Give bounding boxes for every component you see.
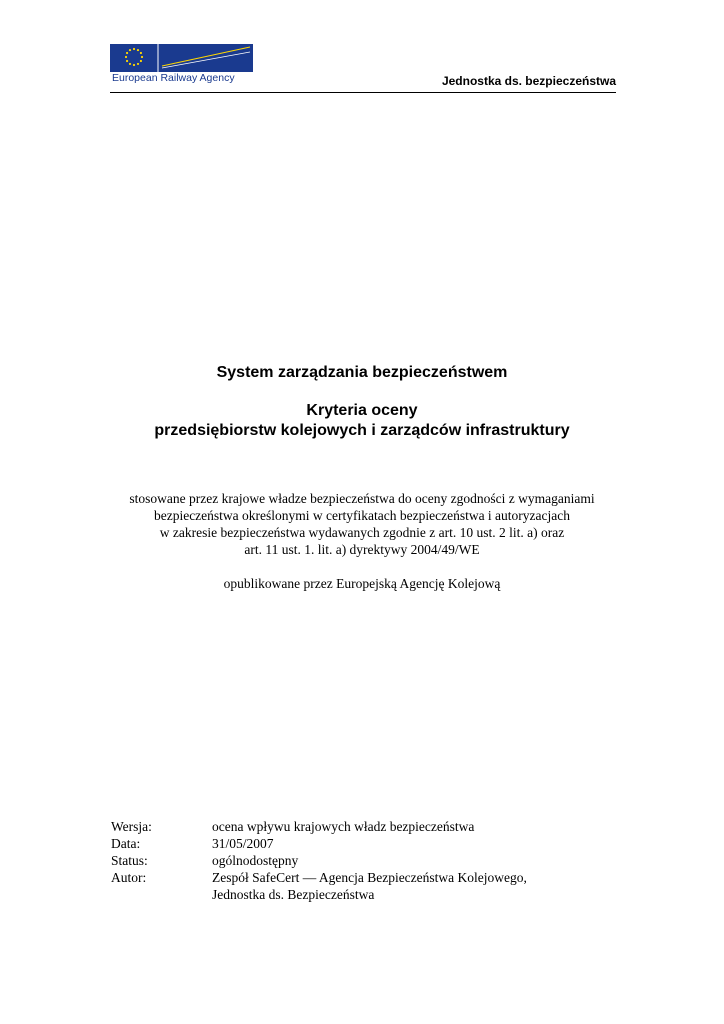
document-title: System zarządzania bezpieczeństwem	[216, 364, 508, 381]
meta-label: Wersja:	[111, 819, 152, 834]
eu-star-icon	[125, 56, 127, 58]
description-line: w zakresie bezpieczeństwa wydawanych zgodnie z art. 10 ust. 2 lit. a) oraz	[159, 525, 565, 540]
meta-label: Status:	[111, 853, 148, 868]
subtitle-line-1: Kryteria oceny	[306, 402, 418, 419]
meta-status	[111, 852, 527, 869]
eu-star-icon	[137, 63, 139, 65]
eu-star-icon	[140, 60, 142, 62]
meta-author-continued	[111, 886, 527, 903]
header-rule	[110, 92, 616, 93]
eu-star-icon	[137, 49, 139, 51]
eu-star-icon	[133, 48, 135, 50]
eu-star-icon	[126, 52, 128, 54]
meta-value: ogólnodostępny	[212, 853, 299, 868]
meta-version	[111, 818, 527, 835]
description-line: stosowane przez krajowe władze bezpieczeństwa do oceny zgodności z wymaganiami	[129, 491, 595, 506]
description-line: bezpieczeństwa określonymi w certyfikatach bezpieczeństwa i autoryzacjach	[153, 508, 571, 523]
meta-value: Jednostka ds. Bezpieczeństwa	[212, 887, 375, 902]
subtitle-line-2: przedsiębiorstw kolejowych i zarządców infrastruktury	[154, 422, 570, 439]
eu-star-icon	[140, 52, 142, 54]
meta-value: Zespół SafeCert — Agencja Bezpieczeństwa Kolejowego,	[212, 870, 527, 885]
description-line: art. 11 ust. 1. lit. a) dyrektywy 2004/49/WE	[244, 542, 480, 557]
eu-star-icon	[129, 49, 131, 51]
eu-star-icon	[126, 60, 128, 62]
eu-star-icon	[129, 63, 131, 65]
meta-label: Autor:	[111, 870, 147, 885]
publisher-line: opublikowane przez Europejską Agencję Kolejową	[223, 576, 501, 591]
document-subtitle	[0, 401, 724, 441]
meta-author	[111, 869, 527, 886]
logo-text: European Railway Agency	[112, 72, 235, 84]
meta-label: Data:	[111, 836, 141, 851]
meta-value: ocena wpływu krajowych władz bezpieczeństwa	[212, 819, 475, 834]
eu-star-icon	[133, 64, 135, 66]
meta-date	[111, 835, 527, 852]
document-metadata	[111, 818, 527, 903]
header-unit: Jednostka ds. bezpieczeństwa	[441, 74, 616, 88]
eu-star-icon	[141, 56, 143, 58]
description	[0, 490, 724, 558]
meta-value: 31/05/2007	[212, 836, 274, 851]
